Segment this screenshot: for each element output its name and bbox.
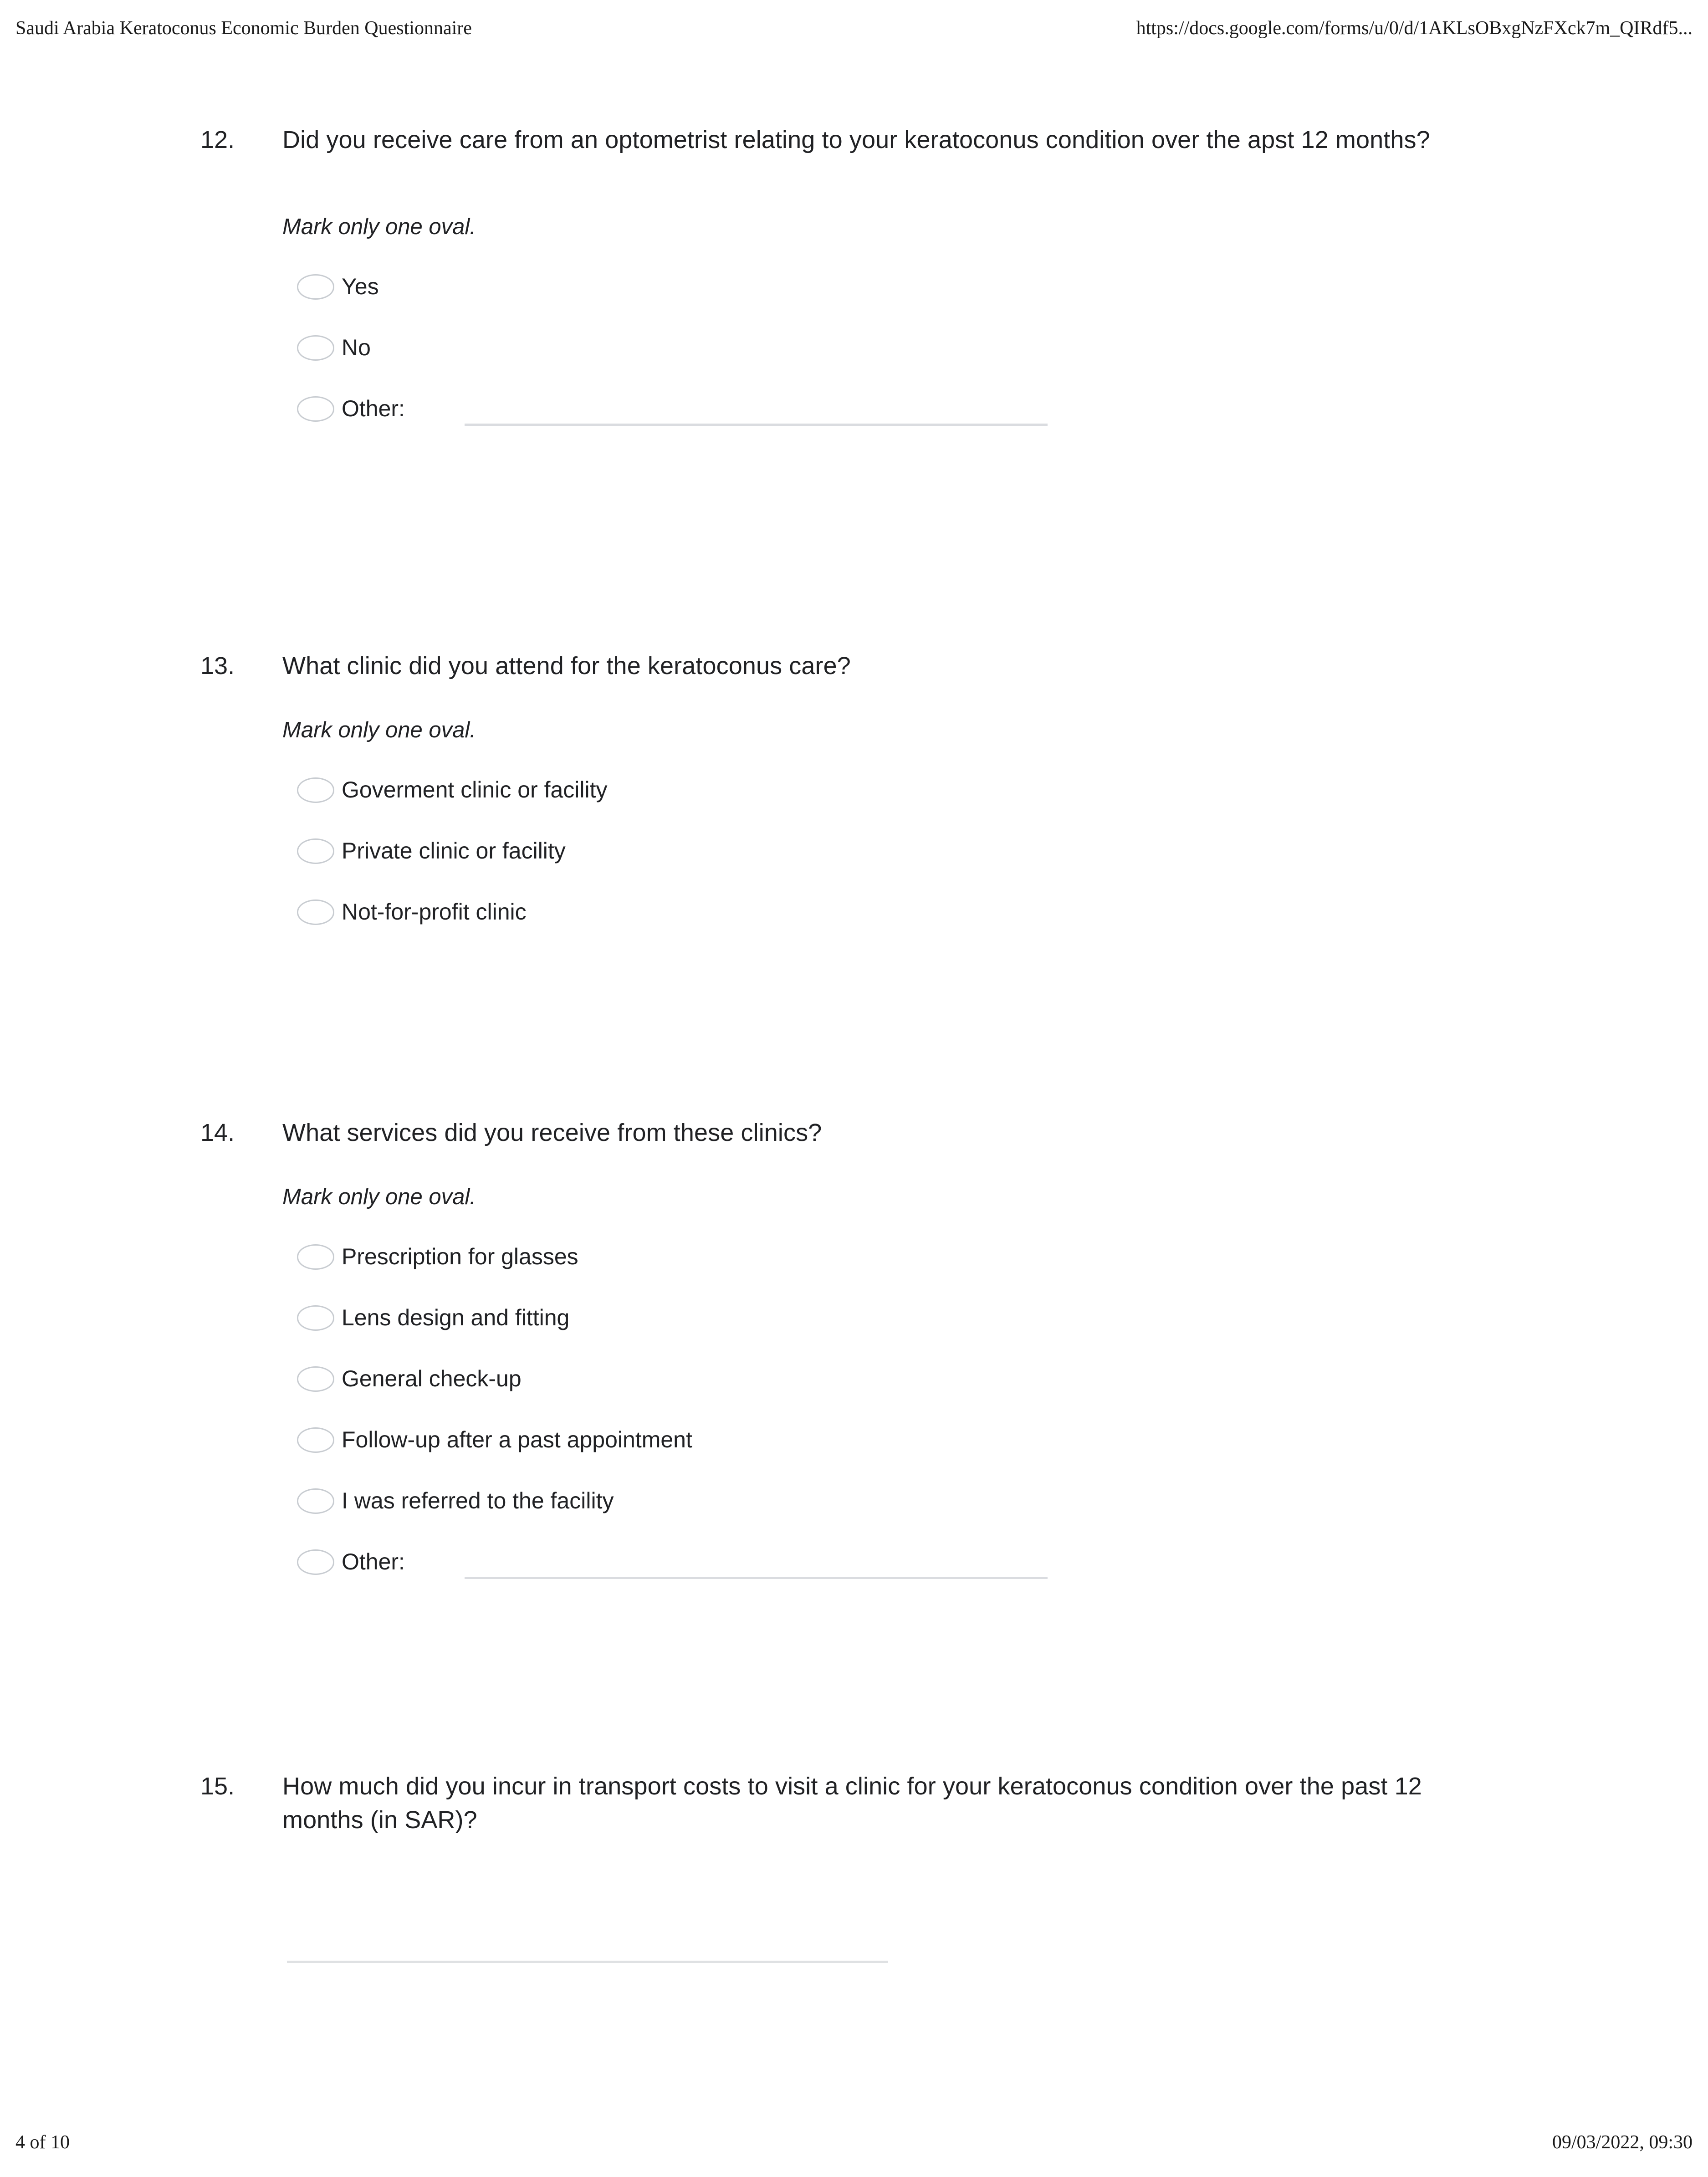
radio-oval-icon[interactable] bbox=[297, 899, 334, 925]
radio-oval-icon[interactable] bbox=[297, 1549, 334, 1575]
question-12-help: Mark only one oval. bbox=[282, 215, 476, 239]
source-url: https://docs.google.com/forms/u/0/d/1AKLsOBxgNzFXck7m_QIRdf5... bbox=[1136, 18, 1693, 39]
question-12-number: 12. bbox=[200, 126, 235, 153]
option-row[interactable] bbox=[0, 1356, 1708, 1417]
radio-oval-icon[interactable] bbox=[297, 396, 334, 422]
question-14-header bbox=[0, 1116, 1708, 1150]
question-block-14 bbox=[0, 1116, 1708, 1574]
option-label: Yes bbox=[342, 274, 379, 299]
question-12-options[interactable] bbox=[0, 264, 1708, 447]
question-13-number: 13. bbox=[200, 652, 235, 680]
radio-oval-icon[interactable] bbox=[297, 335, 334, 361]
option-label: Goverment clinic or facility bbox=[342, 777, 608, 802]
question-13-header bbox=[0, 649, 1708, 683]
option-row[interactable] bbox=[0, 889, 1708, 951]
other-answer-line[interactable] bbox=[465, 424, 1048, 426]
question-12-text: Did you receive care from an optometrist relating to your keratoconus condition over the apst 12 months? bbox=[282, 126, 1430, 153]
option-label: No bbox=[342, 335, 371, 360]
printed-timestamp: 09/03/2022, 09:30 bbox=[1552, 2132, 1693, 2153]
question-block-13 bbox=[0, 649, 1708, 925]
option-row[interactable] bbox=[0, 264, 1708, 325]
question-14-text: What services did you receive from these clinics? bbox=[282, 1119, 822, 1146]
option-label: Follow-up after a past appointment bbox=[342, 1427, 692, 1452]
question-block-12 bbox=[0, 123, 1708, 421]
radio-oval-icon[interactable] bbox=[297, 1366, 334, 1392]
question-12-header bbox=[0, 123, 1708, 157]
question-block-15 bbox=[0, 1769, 1708, 1837]
page-indicator: 4 of 10 bbox=[15, 2132, 70, 2153]
option-label: Private clinic or facility bbox=[342, 838, 566, 864]
option-label: Other: bbox=[342, 396, 405, 421]
option-row[interactable] bbox=[0, 1417, 1708, 1478]
option-label: I was referred to the facility bbox=[342, 1488, 614, 1513]
option-row[interactable] bbox=[0, 1234, 1708, 1295]
question-13-options[interactable] bbox=[0, 767, 1708, 951]
option-label: Other: bbox=[342, 1549, 405, 1574]
radio-oval-icon[interactable] bbox=[297, 1244, 334, 1270]
question-15-header bbox=[0, 1769, 1708, 1837]
question-15-text: How much did you incur in transport costs to visit a clinic for your keratoconus condition over the past 12 months (in SAR)? bbox=[282, 1773, 1422, 1834]
short-answer-line[interactable] bbox=[287, 1961, 888, 1963]
question-14-number: 14. bbox=[200, 1119, 235, 1146]
option-row-other[interactable] bbox=[0, 386, 1708, 447]
option-row[interactable] bbox=[0, 828, 1708, 889]
document-title: Saudi Arabia Keratoconus Economic Burden Questionnaire bbox=[15, 18, 472, 39]
radio-oval-icon[interactable] bbox=[297, 1305, 334, 1331]
option-row[interactable] bbox=[0, 325, 1708, 386]
print-header bbox=[0, 17, 1708, 39]
question-14-options[interactable] bbox=[0, 1234, 1708, 1600]
radio-oval-icon[interactable] bbox=[297, 274, 334, 300]
question-13-help: Mark only one oval. bbox=[282, 718, 476, 742]
radio-oval-icon[interactable] bbox=[297, 838, 334, 864]
radio-oval-icon[interactable] bbox=[297, 777, 334, 803]
option-label: Not-for-profit clinic bbox=[342, 899, 527, 925]
option-row[interactable] bbox=[0, 1478, 1708, 1539]
radio-oval-icon[interactable] bbox=[297, 1427, 334, 1453]
print-footer bbox=[0, 2131, 1708, 2153]
option-row[interactable] bbox=[0, 1295, 1708, 1356]
other-answer-line[interactable] bbox=[465, 1577, 1048, 1579]
radio-oval-icon[interactable] bbox=[297, 1488, 334, 1514]
question-14-help: Mark only one oval. bbox=[282, 1185, 476, 1209]
option-label: Prescription for glasses bbox=[342, 1244, 578, 1269]
question-15-number: 15. bbox=[200, 1773, 235, 1800]
option-label: General check-up bbox=[342, 1366, 522, 1391]
question-13-text: What clinic did you attend for the keratoconus care? bbox=[282, 652, 851, 680]
option-row-other[interactable] bbox=[0, 1539, 1708, 1600]
option-label: Lens design and fitting bbox=[342, 1305, 570, 1330]
option-row[interactable] bbox=[0, 767, 1708, 828]
